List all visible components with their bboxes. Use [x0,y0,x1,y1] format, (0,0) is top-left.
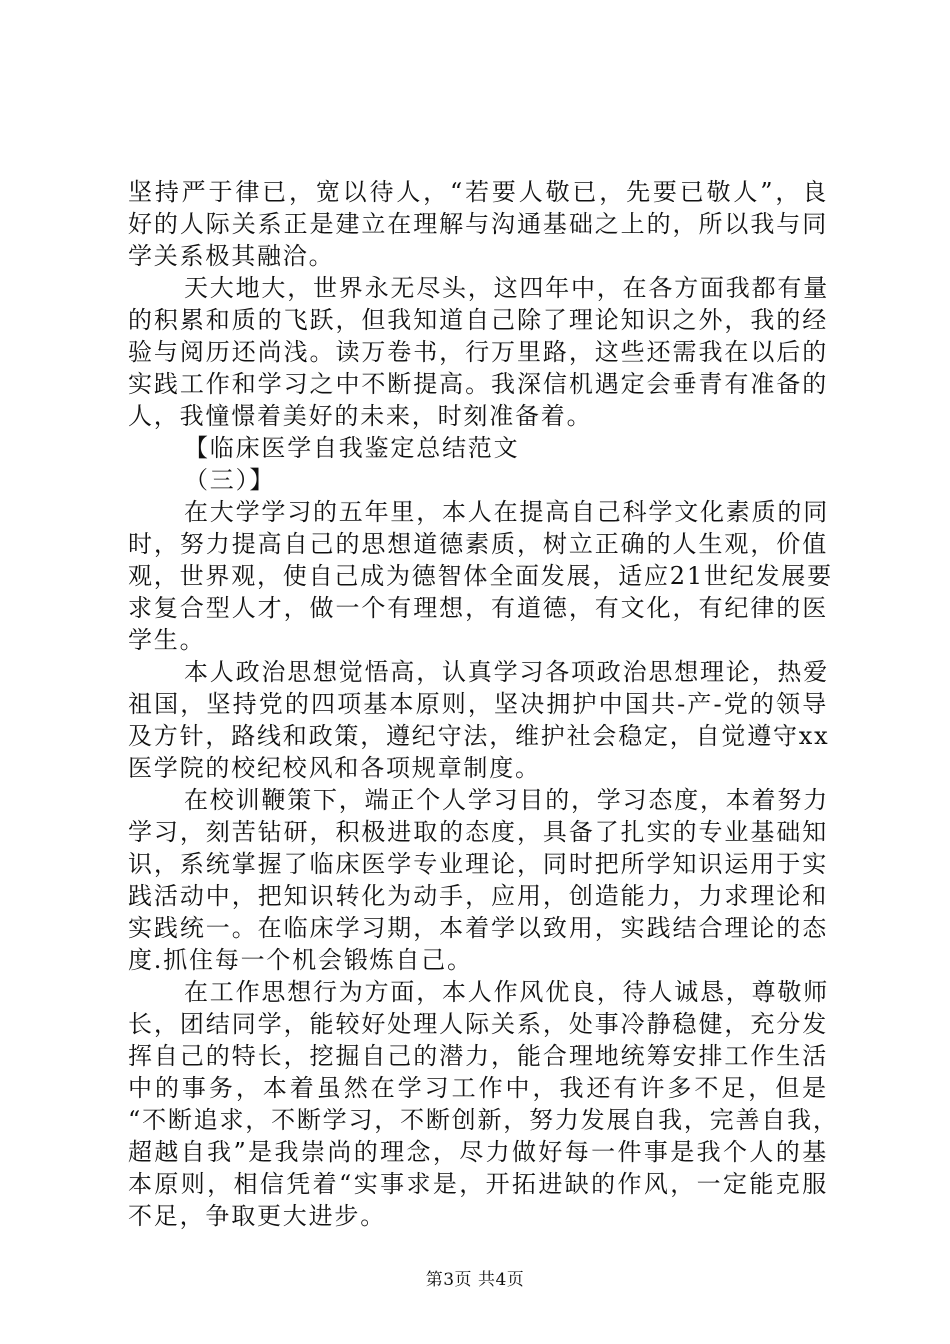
text-line: 人，我憧憬着美好的未来，时刻准备着。 [128,402,593,430]
paragraph-start-line: 在大学学习的五年里，本人在提高自己科学文化素质的同 [184,498,829,526]
text-line: 观，世界观，使自己成为德智体全面发展，适应21世纪发展要 [128,562,833,590]
section-heading: 【临床医学自我鉴定总结范文 [184,434,520,462]
text-line: 识，系统掌握了临床医学专业理论，同时把所学知识运用于实 [128,850,828,878]
page-number: 第3页 共4页 [425,1270,525,1290]
text-line: 践活动中，把知识转化为动手，应用，创造能力，力求理论和 [128,882,828,910]
text-line: 验与阅历还尚浅。读万卷书，行万里路，这些还需我在以后的 [128,338,828,366]
page-footer [0,1270,950,1290]
text-line: “不断追求，不断学习，不断创新，努力发展自我，完善自我， [128,1106,839,1134]
text-line: 度.抓住每一个机会锻炼自己。 [128,946,473,974]
text-line: 的积累和质的飞跃，但我知道自己除了理论知识之外，我的经 [128,306,828,334]
paragraph-start-line: 本人政治思想觉悟高，认真学习各项政治思想理论，热爱 [184,658,829,686]
text-line: 挥自己的特长，挖掘自己的潜力，能合理地统筹安排工作生活 [128,1042,828,1070]
paragraph-start-line: 在校训鞭策下，端正个人学习目的，学习态度，本着努力 [184,786,829,814]
text-line: 医学院的校纪校风和各项规章制度。 [128,754,541,782]
text-line: 学关系极其融洽。 [128,242,335,270]
paragraph-start-line: 在工作思想行为方面，本人作风优良，待人诚恳，尊敬师 [184,978,829,1006]
text-line: 中的事务，本着虽然在学习工作中，我还有许多不足，但是 [128,1074,828,1102]
text-line: 学生。 [128,626,206,654]
text-line: 及方针，路线和政策，遵纪守法，维护社会稳定，自觉遵守xx [128,722,830,750]
text-line: 本原则，相信凭着“实事求是，开拓进缺的作风，一定能克服 [128,1170,828,1198]
text-line: 求复合型人才，做一个有理想，有道德，有文化，有纪律的医 [128,594,828,622]
text-line: 实践统一。在临床学习期，本着学以致用，实践结合理论的态 [128,914,828,942]
text-line: 时，努力提高自己的思想道德素质，树立正确的人生观，价值 [128,530,828,558]
text-line: 长，团结同学，能较好处理人际关系，处事冷静稳健，充分发 [128,1010,828,1038]
section-heading-number: （三）】 [184,466,276,494]
text-line: 超越自我”是我崇尚的理念，尽力做好每一件事是我个人的基 [128,1138,828,1166]
text-line: 学习，刻苦钻研，积极进取的态度，具备了扎实的专业基础知 [128,818,828,846]
text-line: 坚持严于律已，宽以待人，“若要人敬已，先要已敬人”，良 [128,178,828,206]
text-line: 好的人际关系正是建立在理解与沟通基础之上的，所以我与同 [128,210,828,238]
text-line: 不足，争取更大进步。 [128,1202,386,1230]
text-line: 实践工作和学习之中不断提高。我深信机遇定会垂青有准备的 [128,370,828,398]
text-line: 祖国，坚持党的四项基本原则，坚决拥护中国共-产-党的领导 [128,690,828,718]
body-text [128,176,839,1232]
paragraph-start-line: 天大地大，世界永无尽头，这四年中，在各方面我都有量 [184,274,829,302]
